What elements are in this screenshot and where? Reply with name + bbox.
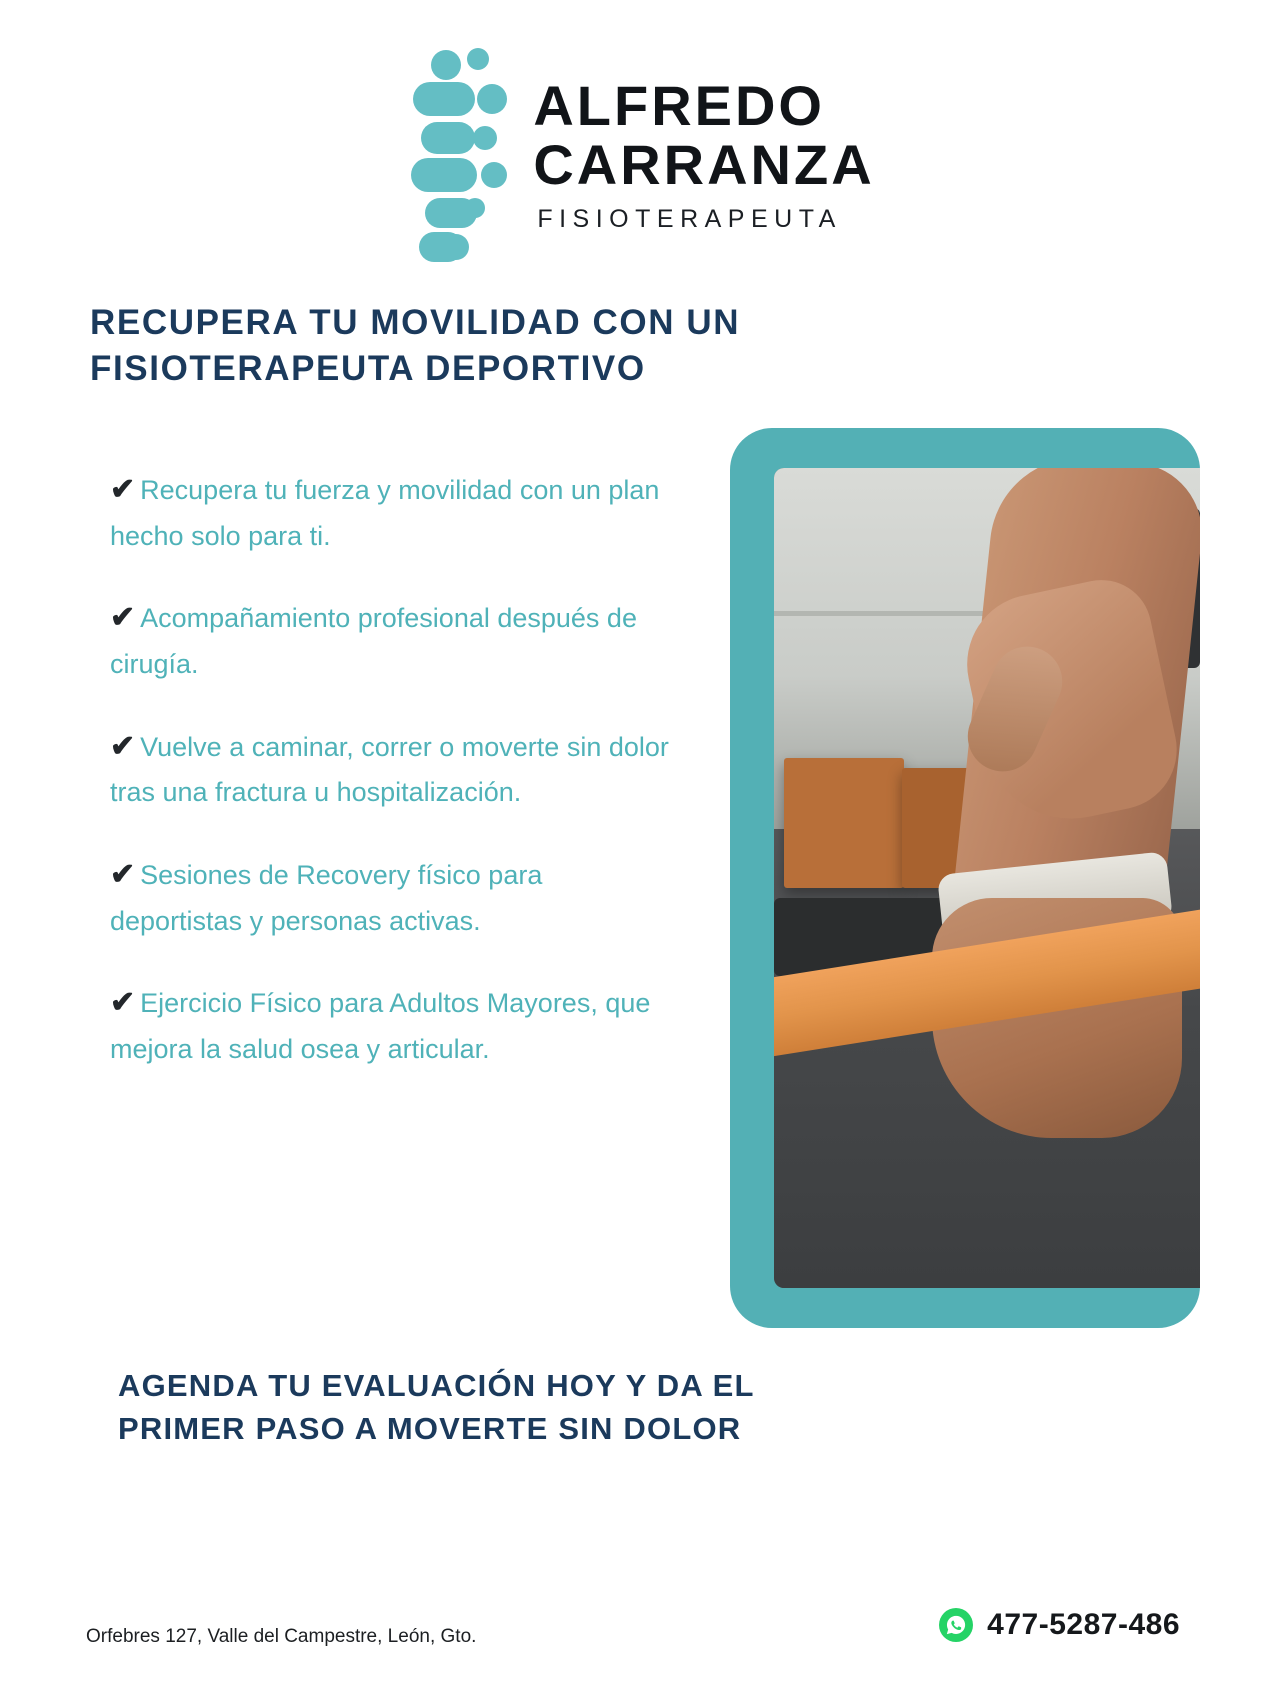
therapy-photo xyxy=(774,468,1200,1288)
benefit-item xyxy=(110,723,670,815)
phone-number[interactable]: 477-5287-486 xyxy=(987,1608,1180,1641)
brand-logo xyxy=(0,48,1280,263)
benefit-item xyxy=(110,851,670,943)
benefit-text: Vuelve a caminar, correr o moverte sin dolor tras una fractura u hospitalización. xyxy=(110,731,669,808)
check-icon: ✔ xyxy=(110,986,136,1020)
benefit-item xyxy=(110,594,670,686)
benefit-item xyxy=(110,466,670,558)
cta-text: AGENDA TU EVALUACIÓN HOY Y DA EL PRIMER PASO A MOVERTE SIN DOLOR xyxy=(118,1368,755,1446)
footer-address: Orfebres 127, Valle del Campestre, León, Gto. xyxy=(86,1626,477,1647)
logo-mark-icon xyxy=(405,48,515,263)
benefit-text: Recupera tu fuerza y movilidad con un plan hecho solo para ti. xyxy=(110,475,660,551)
logo-wordmark xyxy=(533,74,875,234)
logo-name-line1: ALFREDO xyxy=(533,74,825,138)
benefits-list xyxy=(110,466,670,1108)
benefit-item xyxy=(110,979,670,1071)
check-icon: ✔ xyxy=(110,473,136,506)
check-icon: ✔ xyxy=(110,729,136,763)
page-title: RECUPERA TU MOVILIDAD CON UN FISIOTERAPEUTA DEPORTIVO xyxy=(90,303,741,389)
benefit-text: Ejercicio Físico para Adultos Mayores, que mejora la salud osea y articular. xyxy=(110,988,651,1064)
benefit-text: Sesiones de Recovery físico para deportistas y personas activas. xyxy=(110,859,543,936)
benefit-text: Acompañamiento profesional después de cirugía. xyxy=(110,603,637,679)
logo-subtitle: FISIOTERAPEUTA xyxy=(537,204,842,233)
whatsapp-icon[interactable] xyxy=(939,1608,973,1642)
photo-frame xyxy=(730,428,1200,1328)
footer-contact[interactable] xyxy=(939,1608,1180,1642)
logo-name-line2: CARRANZA xyxy=(533,133,875,196)
check-icon: ✔ xyxy=(110,601,136,635)
check-icon: ✔ xyxy=(110,857,136,891)
